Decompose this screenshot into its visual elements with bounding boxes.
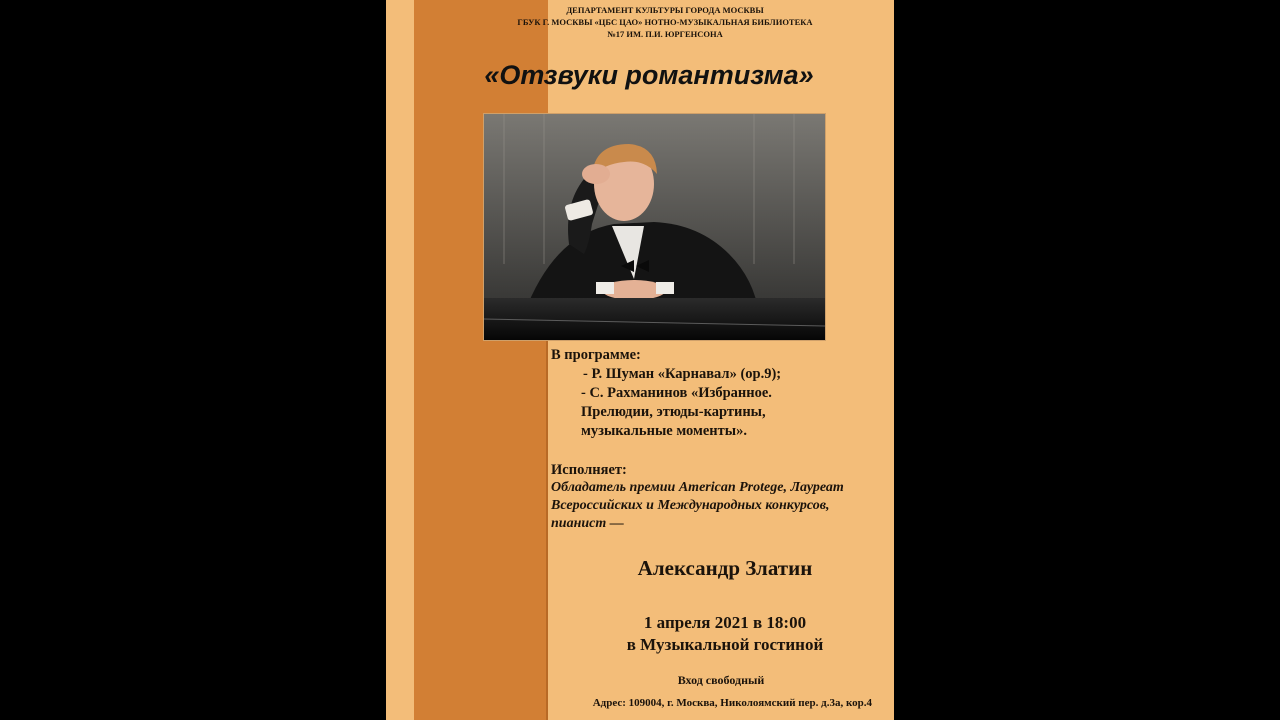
performer-name: Александр Златин (637, 556, 813, 580)
header-line-2: ГБУК Г. МОСКВЫ «ЦБС ЦАО» НОТНО-МУЗЫКАЛЬНАЯ БИБЛИОТЕКА (517, 17, 813, 27)
pianist-photo (483, 113, 826, 341)
pianist-photo-illustration (484, 114, 825, 340)
address: Адрес: 109004, г. Москва, Николоямский пер. д.3а, кор.4 (592, 697, 872, 709)
program-item-schumann: - Р. Шуман «Карнавал» (ор.9); (583, 366, 782, 382)
header-line-3: №17 ИМ. П.И. ЮРГЕНСОНА (607, 29, 723, 39)
performer-desc-1: Обладатель премии American Protege, Лауреат (551, 480, 844, 495)
event-place: в Музыкальной гостиной (626, 635, 824, 654)
header-line-1: ДЕПАРТАМЕНТ КУЛЬТУРЫ ГОРОДА МОСКВЫ (566, 5, 764, 15)
program-label: В программе: (551, 347, 641, 363)
program-item-rachmaninoff-1: - С. Рахманинов «Избранное. (581, 385, 772, 401)
entry-info: Вход свободный (677, 673, 765, 687)
program-section (551, 346, 781, 441)
performer-label: Исполняет: (551, 462, 627, 478)
performer-desc-3: пианист — (551, 516, 624, 531)
poster (386, 0, 894, 720)
performer-section (551, 461, 844, 533)
stripe-shadow (546, 340, 548, 720)
event-date: 1 апреля 2021 в 18:00 (643, 613, 807, 632)
program-item-rachmaninoff-2: Прелюдии, этюды-картины, (581, 404, 766, 420)
event-title: «Отзвуки романтизма» (484, 60, 814, 90)
organizer-header (386, 4, 894, 40)
performer-desc-2: Всероссийских и Международных конкурсов, (551, 498, 830, 513)
program-item-rachmaninoff-3: музыкальные моменты». (581, 423, 747, 439)
event-datetime (386, 612, 894, 656)
